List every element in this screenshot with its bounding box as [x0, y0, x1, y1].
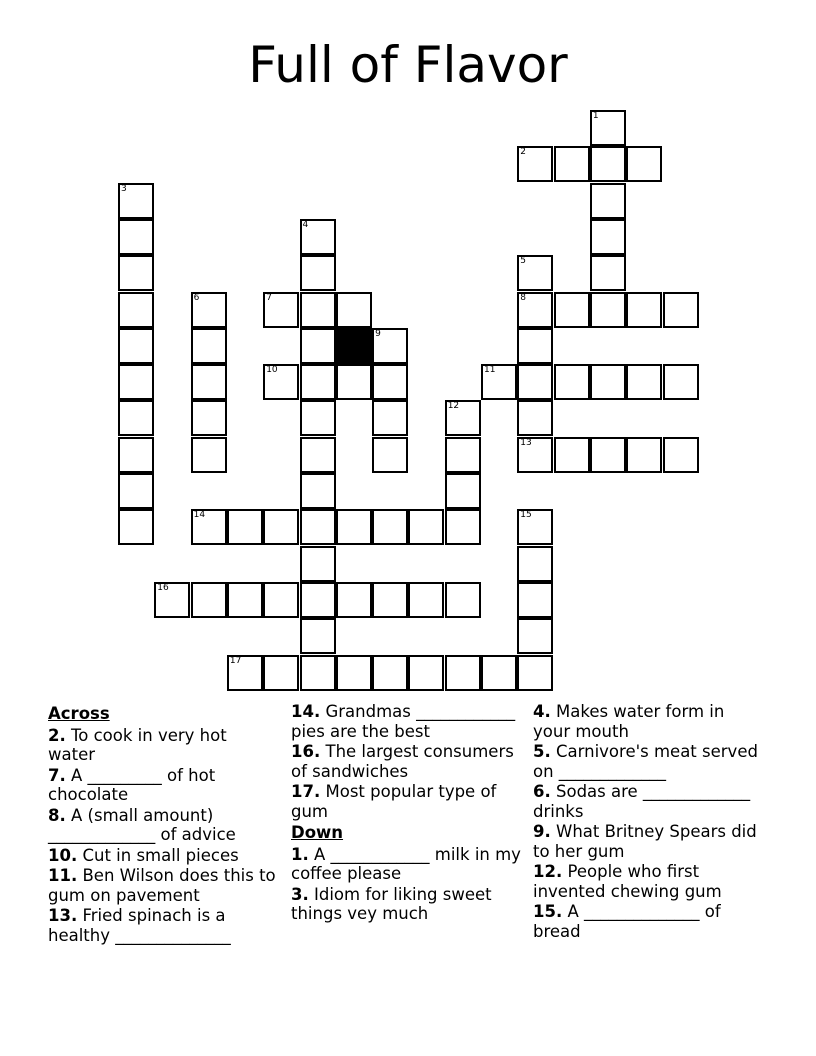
grid-cell[interactable] — [300, 364, 336, 400]
grid-cell[interactable] — [372, 400, 408, 436]
grid-cell[interactable] — [118, 400, 154, 436]
clue-number: 13 — [520, 437, 532, 448]
grid-cell[interactable] — [300, 618, 336, 654]
grid-cell[interactable] — [336, 582, 372, 618]
grid-cell[interactable] — [517, 546, 553, 582]
clue-number: 16 — [157, 582, 169, 593]
clue-number: 4 — [302, 219, 309, 230]
grid-cell[interactable] — [590, 255, 626, 291]
clue-number: 8 — [520, 292, 527, 303]
grid-cell[interactable] — [263, 292, 299, 328]
grid-cell[interactable] — [191, 400, 227, 436]
clues-column-3 — [533, 702, 763, 942]
grid-cell[interactable] — [590, 110, 626, 146]
grid-cell[interactable] — [336, 509, 372, 545]
grid-cell[interactable] — [590, 437, 626, 473]
clue-number: 15 — [520, 510, 532, 521]
grid-cell[interactable] — [300, 292, 336, 328]
grid-cell[interactable] — [191, 328, 227, 364]
grid-cell[interactable] — [517, 364, 553, 400]
clue-across-16: 16. The largest consumers of sandwiches — [291, 742, 514, 781]
grid-cell[interactable] — [372, 364, 408, 400]
clue-down-9: 9. What Britney Spears did to her gum — [533, 822, 757, 861]
grid-cell[interactable] — [263, 655, 299, 691]
grid-cell[interactable] — [191, 582, 227, 618]
grid-cell[interactable] — [372, 582, 408, 618]
clue-number: 9 — [375, 328, 381, 339]
grid-cell[interactable] — [300, 582, 336, 618]
grid-cell[interactable] — [336, 292, 372, 328]
grid-cell[interactable] — [300, 219, 336, 255]
grid-cell[interactable] — [517, 255, 553, 291]
clue-down-15: 15. A ______________ of bread — [533, 902, 721, 941]
grid-cell[interactable] — [517, 582, 553, 618]
grid-cell[interactable] — [481, 364, 517, 400]
grid-cell[interactable] — [300, 546, 336, 582]
grid-cell[interactable] — [372, 437, 408, 473]
grid-cell[interactable] — [118, 328, 154, 364]
grid-cell[interactable] — [118, 364, 154, 400]
grid-cell[interactable] — [517, 509, 553, 545]
clue-across-13: 13. Fried spinach is a healthy ______________ — [48, 906, 231, 945]
grid-cell[interactable] — [154, 582, 190, 618]
clue-number: 17 — [229, 655, 242, 666]
grid-cell[interactable] — [300, 328, 336, 364]
grid-cell[interactable] — [626, 364, 662, 400]
across-heading: Across — [48, 704, 110, 723]
grid-cell[interactable] — [590, 183, 626, 219]
grid-cell[interactable] — [445, 473, 481, 509]
puzzle-title: Full of Flavor — [248, 36, 568, 94]
grid-cell[interactable] — [263, 509, 299, 545]
grid-cell[interactable] — [445, 655, 481, 691]
grid-cell[interactable] — [517, 328, 553, 364]
clue-down-5: 5. Carnivore's meat served on _____________ — [533, 742, 758, 781]
grid-cell[interactable] — [118, 509, 154, 545]
clue-down-1: 1. A ____________ milk in my coffee please — [291, 844, 521, 883]
grid-cell[interactable] — [626, 292, 662, 328]
grid-cell[interactable] — [517, 655, 553, 691]
grid-cell[interactable] — [300, 655, 336, 691]
clue-across-2: 2. To cook in very hot water — [48, 725, 227, 764]
blocked-cell — [336, 328, 372, 364]
clue-across-11: 11. Ben Wilson does this to gum on pavement — [48, 866, 276, 905]
clue-across-14: 14. Grandmas ____________ pies are the best — [291, 702, 516, 741]
clue-number: 1 — [592, 111, 599, 121]
grid-cell[interactable] — [408, 582, 444, 618]
clue-down-12: 12. People who first invented chewing gum — [533, 862, 722, 901]
grid-cell[interactable] — [118, 292, 154, 328]
grid-cell[interactable] — [336, 364, 372, 400]
grid-cell[interactable] — [481, 655, 517, 691]
grid-cell[interactable] — [191, 292, 227, 328]
grid-cell[interactable] — [663, 292, 699, 328]
grid-cell[interactable] — [372, 655, 408, 691]
clue-across-10: 10. Cut in small pieces — [48, 845, 239, 865]
grid-cell[interactable] — [372, 328, 408, 364]
grid-cell[interactable] — [517, 400, 553, 436]
clue-number: 2 — [520, 147, 527, 158]
grid-cell[interactable] — [191, 437, 227, 473]
grid-cell[interactable] — [445, 509, 481, 545]
grid-cell[interactable] — [191, 364, 227, 400]
grid-cell[interactable] — [626, 437, 662, 473]
grid-cell[interactable] — [300, 473, 336, 509]
grid-cell[interactable] — [445, 437, 481, 473]
grid-cell[interactable] — [336, 655, 372, 691]
grid-cell[interactable] — [118, 183, 154, 219]
grid-cell[interactable] — [626, 146, 662, 182]
clue-across-8: 8. A (small amount) _____________ of advice — [48, 805, 236, 844]
clue-across-17: 17. Most popular type of gum — [291, 782, 497, 821]
grid-cell[interactable] — [590, 146, 626, 182]
grid-cell[interactable] — [517, 292, 553, 328]
grid-cell[interactable] — [227, 655, 263, 691]
grid-cell[interactable] — [663, 437, 699, 473]
grid-cell[interactable] — [445, 582, 481, 618]
grid-cell[interactable] — [118, 219, 154, 255]
clues-column-1 — [48, 702, 278, 946]
clue-number: 10 — [266, 365, 278, 376]
clue-down-6: 6. Sodas are _____________ drinks — [533, 782, 751, 821]
clue-down-4: 4. Makes water form in your mouth — [533, 702, 725, 741]
grid-cell[interactable] — [263, 364, 299, 400]
grid-cell[interactable] — [517, 437, 553, 473]
grid-cell[interactable] — [227, 509, 263, 545]
grid-cell[interactable] — [590, 364, 626, 400]
grid-cell[interactable] — [445, 400, 481, 436]
grid-cell[interactable] — [300, 509, 336, 545]
grid-cell[interactable] — [372, 509, 408, 545]
clue-number: 14 — [193, 510, 206, 521]
grid-cell[interactable] — [300, 437, 336, 473]
grid-cell[interactable] — [118, 255, 154, 291]
grid-cell[interactable] — [118, 437, 154, 473]
grid-cell[interactable] — [554, 364, 590, 400]
grid-cell[interactable] — [300, 255, 336, 291]
grid-cell[interactable] — [300, 400, 336, 436]
clue-number: 6 — [193, 292, 200, 303]
grid-cell[interactable] — [663, 364, 699, 400]
grid-cell[interactable] — [408, 655, 444, 691]
grid-cell[interactable] — [227, 582, 263, 618]
grid-cell[interactable] — [118, 473, 154, 509]
clue-number: 5 — [520, 256, 527, 267]
grid-cell[interactable] — [554, 146, 590, 182]
clue-number: 7 — [266, 292, 272, 303]
down-heading: Down — [291, 823, 344, 842]
grid-cell[interactable] — [263, 582, 299, 618]
clue-number: 12 — [447, 401, 460, 412]
grid-cell[interactable] — [554, 437, 590, 473]
grid-cell[interactable] — [517, 618, 553, 654]
grid-cell[interactable] — [554, 292, 590, 328]
clue-number: 11 — [484, 365, 496, 376]
clues-column-2 — [291, 702, 521, 925]
clue-across-7: 7. A _________ of hot chocolate — [48, 765, 216, 804]
grid-cell[interactable] — [191, 509, 227, 545]
grid-cell[interactable] — [590, 219, 626, 255]
grid-cell[interactable] — [517, 146, 553, 182]
clue-down-3: 3. Idiom for liking sweet things vey much — [291, 884, 492, 923]
grid-cell[interactable] — [408, 509, 444, 545]
clue-number: 3 — [121, 183, 127, 194]
grid-cell[interactable] — [590, 292, 626, 328]
